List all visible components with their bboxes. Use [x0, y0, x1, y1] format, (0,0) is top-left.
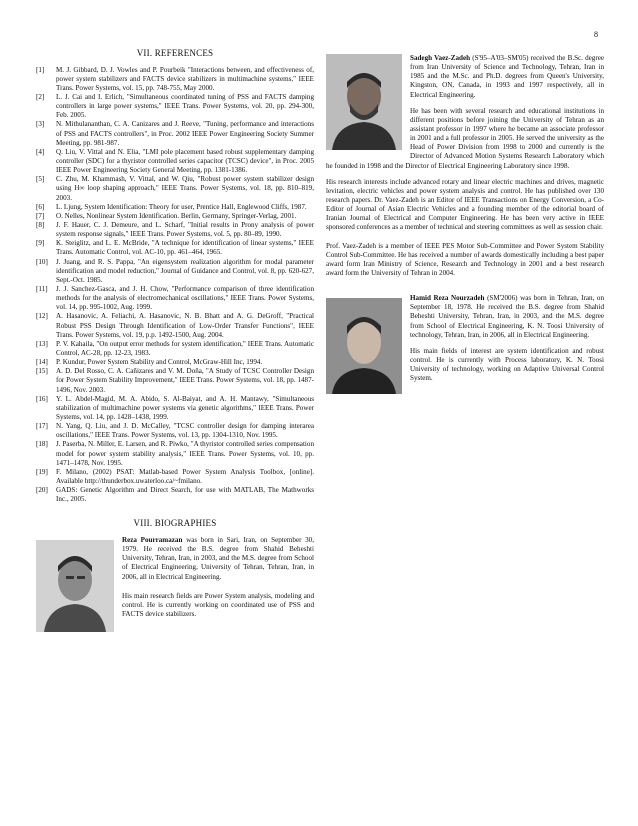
bio-paragraph: His research interests include advanced rotary and linear electric machines and drives, magnetic levitation, electric vehicles and power system analysis and control. He has published over 130 research papers. Dr. Vaez-Zadeh is an Editor of IEEE Transactions on Energy Conversion, a Co-Editor of Journal of Asian Electric Vehicles and a founding member of the editorial board of Iranian Journal of Electrical and Computer Engineering. He has been very active in IEEE sponsored conferences as a member of technical and steering committees as well as session chair.: [326, 177, 604, 232]
reference-item: [10] J. Juang, and R. S. Pappa, "An eigensystem realization algorithm for modal parameter identification and model reduction," Journal of Guidance and Control, vol. 8, pp. 620-627, Sept.-Oct. 1985.: [36, 257, 314, 284]
reference-item: [2] L. J. Cai and I. Erlich, "Simultaneous coordinated tuning of PSS and FACTS damping controllers in large power systems," IEEE Trans. Power Systems, vol. 20, pp. 294-300, Feb. 2005.: [36, 93, 314, 120]
reference-item: [11] J. J. Sanchez-Gasca, and J. H. Chow, "Performance comparison of three identification methods for the analysis of electromechanical oscillations," IEEE Trans. Power Systems, vol. 14, pp. 995-1002, Aug. 1999.: [36, 284, 314, 312]
reference-item: [15] A. D. Del Rosso, C. A. Cañizares and V. M. Doña, "A Study of TCSC Controller Design for Power System Stability Improvement," IEEE Trans. Power Systems, vol. 18, pp. 1487-1496, Nov. 2003.: [36, 367, 314, 394]
biographies-heading: VIII. BIOGRAPHIES: [133, 518, 217, 529]
reference-item: [19] F. Milano, (2002) PSAT: Matlab-based Power System Analysis Toolbox, [online]. Available http://thunderbox.uwaterloo.ca/~fmilano.: [36, 467, 314, 485]
reference-item: [3] N. Mithulananthan, C. A. Canizares and J. Reeve, "Tuning, performance and interactions of PSS and FACTS controllers", in Proc. 2002 IEEE Power Engineering Society Summer Meeting, pp. 981-987.: [36, 120, 314, 147]
bio-nourzadeh: Hamid Reza Nourzadeh (SM'2006) was born in Tehran, Iran, on September 18, 1978. He received the B.S. degree from Shahid Beheshti University, Tehran, Iran, in 2003, and the M.S. degree from School of Electrical Engineering, K. N. Toosi University of technology, Tehran, Iran, in 2006, all in Electrical Engineering. His main fields of interest are system identification and robust control. He is currently with Process laboratory, K. N. Toosi University of technology, working on Adaptive Universal Control System.: [326, 294, 604, 398]
references-heading: VII. REFERENCES: [136, 48, 214, 58]
reference-item: [4] Q. Liu, V. Vittal and N. Elia, "LMI pole placement based robust supplementary damping controller (SDC) for a thyristor controlled series capacitor (TCSC) device", in Proc. 2005 IEEE Power Engineering Society General Meeting, pp. 1381-1386.: [36, 147, 314, 175]
reference-item: [7] O. Nelles, Nonlinear System Identification. Berlin, Germany, Springer-Verlag, 2001.: [36, 211, 297, 220]
reference-list: [36, 66, 314, 505]
left-column: [36, 48, 314, 636]
reference-item: [13] P. V. Kahaila, "On output error methods for system identification," IEEE Trans. Automatic Control, AC-28, pp. 12-23, 1983.: [36, 339, 314, 357]
reference-item: [9] K. Steiglitz, and L. E. McBride, "A technique for identification of linear systems," IEEE Trans. Automatic Control, vol. AC-10, pp. 461–464, 1965.: [36, 239, 314, 257]
reference-item: [1] M. J. Gibbard, D. J. Vowles and P. Pourbeik "Interactions between, and effectiveness of, power system stabilizers and FACTS device stabilizers in multimachine systems," IEEE Trans. Power Systems, vol. 15, pp. 748-755, May 2000.: [36, 65, 314, 92]
author-photo: [326, 54, 402, 150]
bio-vaez-zadeh: Sadegh Vaez-Zadeh (S'95–A'03–SM'05) received the B.Sc. degree from Iran University of Science and Technology, Tehran, Iran in 1985 and the M.Sc. and Ph.D. degrees from Queen's University, Kingston, ON, Canada, in 1993 and 1997 respectively, all in Electrical Engineering. He has been with several research and educational institutions in different positions before joining the University of Tehran as an assistant professor in 1997 where he became an associate professor in 2001 and a full professor in 2005. He served the university as the Head of Power Division from 1998 to 2000 and currently is the Director of Advanced Motion Systems Research Laboratory which he founded in 1998 and the Director of Electrical Engineering Laboratory since 1998.: [326, 54, 604, 170]
page-number: 8: [594, 30, 598, 39]
reference-item: [14] P. Kundur, Power System Stability and Control, McGraw-Hill Inc, 1994.: [36, 358, 263, 367]
reference-item: [18] J. Paserba, N. Miller, E. Larsen, and R. Piwko, "A thyristor controlled series compensation model for power system stability analysis," IEEE Trans. Power Systems, vol. 10, pp. 1471–1478, Nov. 1995.: [36, 440, 314, 467]
reference-item: [5] C. Zhu, M. Khammash, V. Vittal, and W. Qiu, "Robust power system stabilizer design using H∞ loop shaping approach," IEEE Trans. Power Systems, vol. 18, pp. 810–819, 2003.: [36, 175, 314, 202]
bio-pourramazan: Reza Pourramazan was born in Sari, Iran, on September 30, 1979. He received the B.S. degree from Shahid Beheshti University, Tehran, Iran, in 2003, and the M.S. degree from School of Electrical Engineering, University of Tehran, Tehran, Iran, in 2006, all in Electrical Engineering. His main research fields are Power System analysis, modeling and control. He is currently working on coordinated use of PSS and FACTS device stabilizers.: [36, 536, 314, 636]
reference-item: [17] N. Yang, Q. Liu, and J. D. McCalley, "TCSC controller design for damping interarea oscillations," IEEE Trans. Power Systems, vol. 13, pp. 1304-1310, Nov. 1995.: [36, 422, 314, 440]
right-column: [326, 54, 604, 398]
reference-item: [16] Y. L. Abdel-Magid, M. A. Abido, S. Al-Baiyat, and A. H. Mantawy, "Simultaneous stabilization of multimachine power systems via genetic algorithms," IEEE Trans. Power Systems, vol. 14, pp. 1428–1438, 1999.: [36, 394, 314, 421]
reference-item: [12] A. Hasanovic, A. Feliachi, A. Hasanovic, N. B. Bhatt and A. G. DeGroff, "Practical Robust PSS Design Through Identification of Low-Order Transfer Functions", IEEE Trans. Power Systems, vol. 19, p.p. 1492-1500, Aug. 2004.: [36, 312, 314, 339]
author-photo: [326, 298, 402, 394]
reference-item: [20] GADS: Genetic Algorithm and Direct Search, for use with MATLAB, The Mathworks Inc., 2005.: [36, 486, 314, 504]
author-photo: [36, 540, 114, 632]
reference-item: [8] J. F. Hauer, C. J. Demeure, and L. Scharf, "Initial results in Prony analysis of power system response signals," IEEE Trans. Power Systems, vol. 5, pp. 80–89, 1990.: [36, 221, 314, 239]
reference-item: [6] L. Ljung, System Identification: Theory for user, Prentice Hall, Englewood Cliffs, 1987.: [36, 202, 307, 211]
bio-paragraph: Prof. Vaez-Zadeh is a member of IEEE PES Motor Sub-Committee and Power System Stability Control Sub-Committee. He has received a number of awards domestically including a best paper award form Iran Ministry of Science, Research and Technology in 2001 and a best research award form the University of Tehran in 2004.: [326, 241, 604, 277]
